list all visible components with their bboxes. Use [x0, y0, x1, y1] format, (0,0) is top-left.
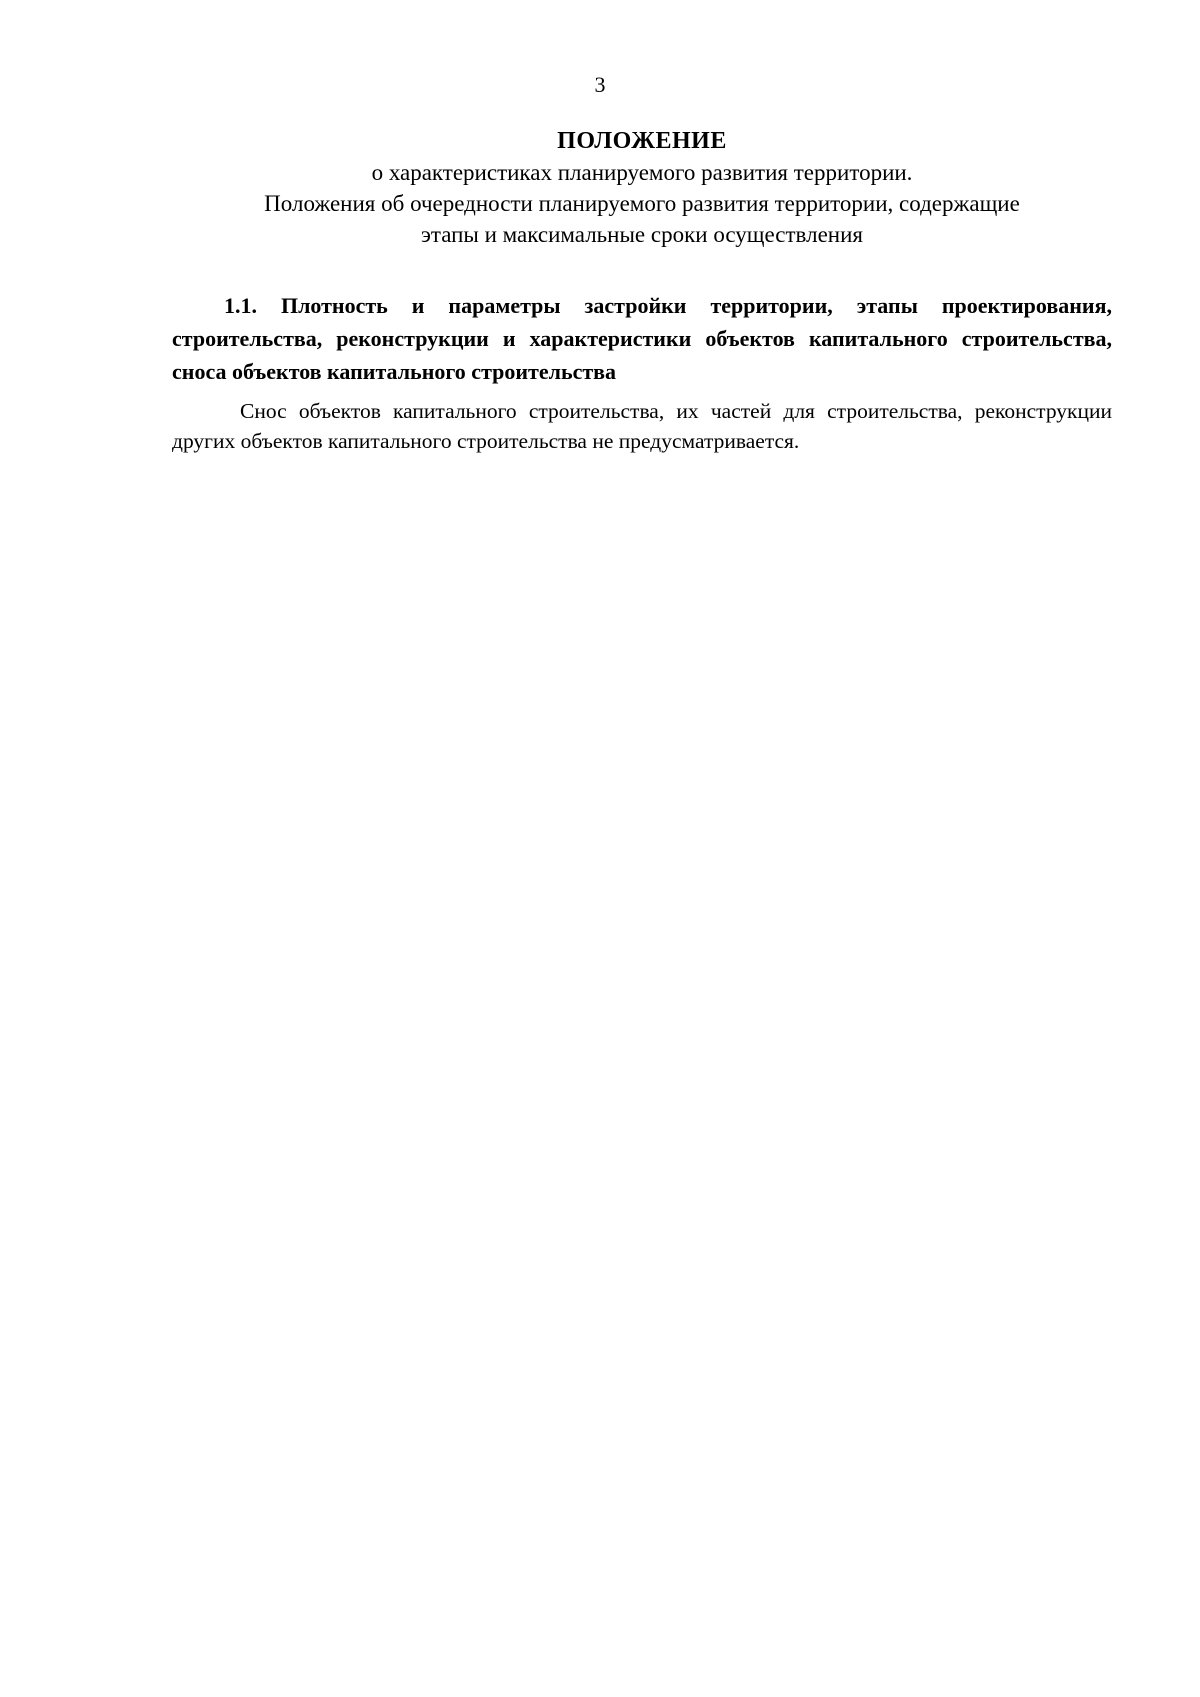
- page-number: 3: [594, 72, 606, 97]
- section-heading: 1.1. Плотность и параметры застройки территории, этапы проектирования, строительства, реконструкции и характеристики объектов капитального строительства, сноса объектов капитального строительства: [172, 293, 1112, 384]
- document-title: ПОЛОЖЕНИЕ: [557, 128, 727, 154]
- subtitle-line: Положения об очередности планируемого развития территории, содержащие: [264, 191, 1020, 216]
- subtitle-line: этапы и максимальные сроки осуществления: [420, 222, 863, 247]
- body-paragraph: Снос объектов капитального строительства, их частей для строительства, реконструкции других объектов капитального строительства не предусматривается.: [172, 399, 1112, 453]
- title-block: [172, 126, 1112, 250]
- subtitle-line: о характеристиках планируемого развития территории.: [371, 160, 913, 185]
